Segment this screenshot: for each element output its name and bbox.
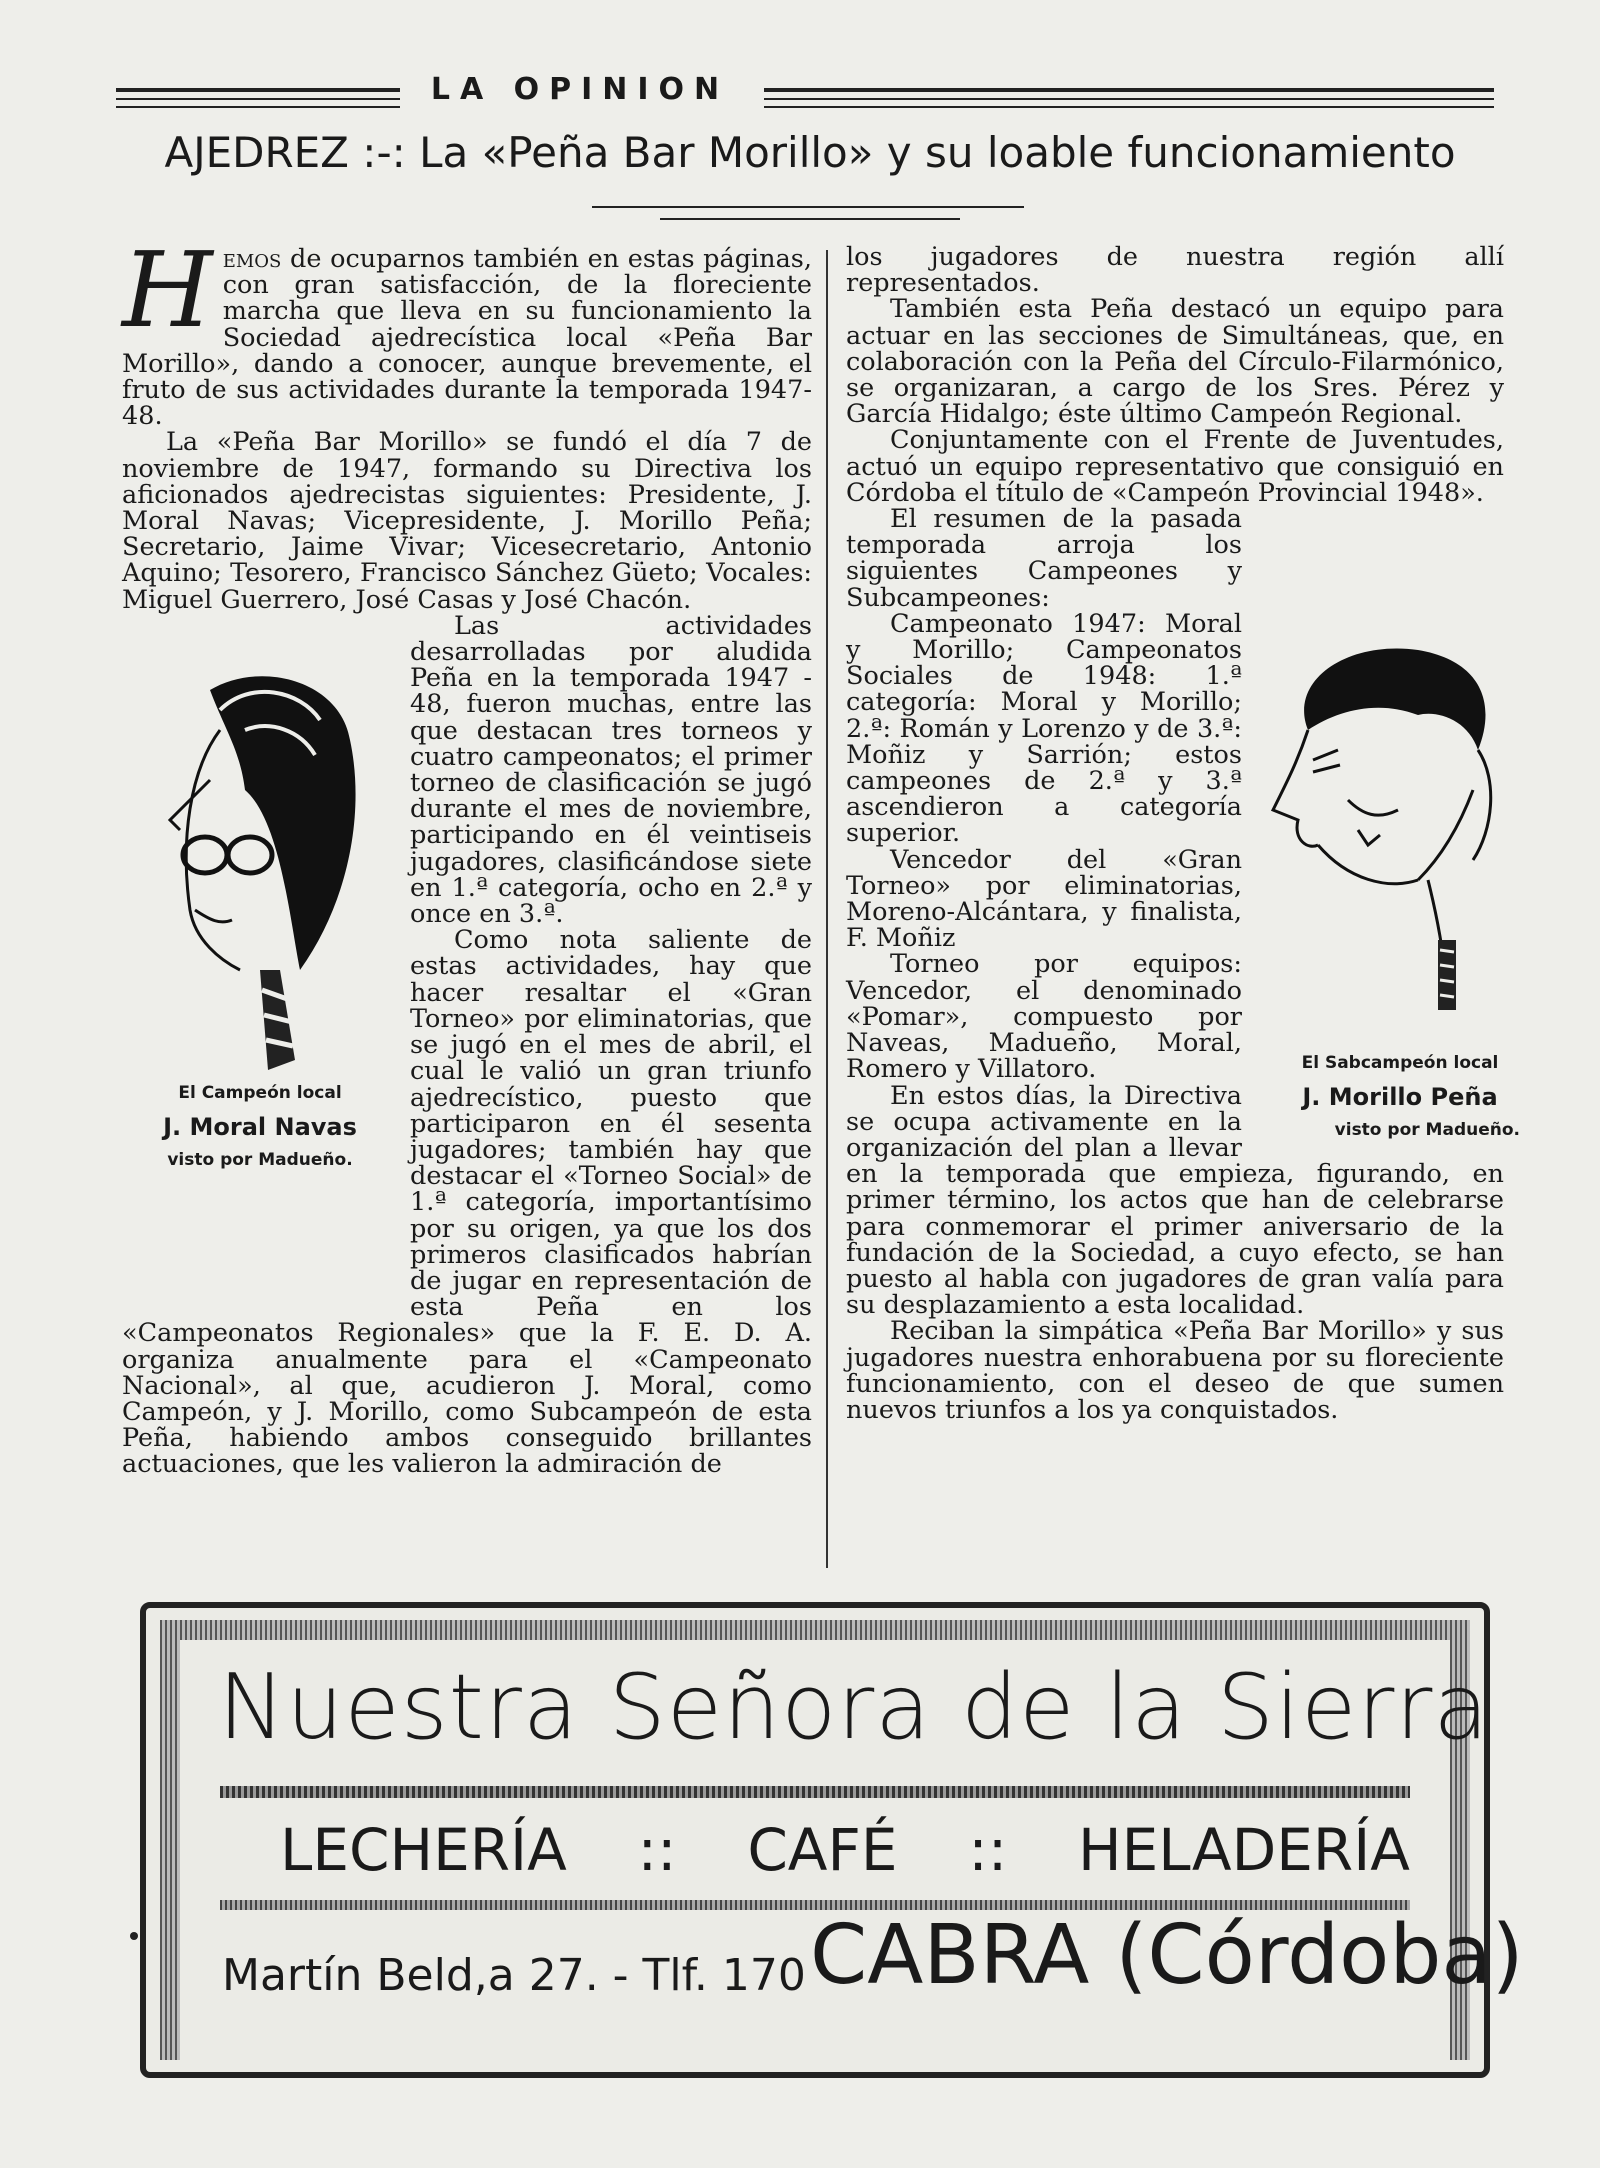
ad-service-separator: :: <box>968 1816 1008 1884</box>
caption-name: J. Moral Navas <box>163 1112 357 1141</box>
caption-top: El Sabcampeón local <box>1301 1053 1499 1073</box>
headline-underline-2 <box>660 218 960 220</box>
caricature-right-caption <box>1280 1054 1520 1141</box>
caption-credit: visto por Madueño. <box>1334 1120 1520 1141</box>
masthead-rule-left-2 <box>116 98 400 100</box>
article-paragraph-2: La «Peña Bar Morillo» se fundó el día 7 de noviembre de 1947, formando su Directiva los aficionados ajedrecistas siguientes: Presidente, J. Moral Navas; Vicepresidente, J. Morillo Peña; Secretario, Jaime Vivar; Vicesecretario, Antonio Aquino; Tesorero, Francisco Sánchez Güeto; Vocales: Miguel Guerrero, José Casas y José Chacón. <box>122 427 812 615</box>
caricature-left-caption <box>130 1084 390 1171</box>
column-divider <box>826 250 828 1568</box>
article-paragraph-11: Torneo por equipos: Vencedor, el denominado «Pomar», compuesto por Naveas, Madueño, Moral, Romero y Villatoro. <box>846 949 1242 1085</box>
article-headline: AJEDREZ :-: La «Peña Bar Morillo» y su loable funcionamiento <box>164 128 1456 177</box>
caption-name: J. Morillo Peña <box>1302 1082 1498 1111</box>
ad-city: CABRA (Córdoba) <box>810 1908 1524 2003</box>
article-paragraph-6: También esta Peña destacó un equipo para actuar en las secciones de Simultáneas, que, en colaboración con la Peña del Círculo-Filarmónico, se organizaran, a cargo de los Sres. Pérez y García Hidalgo; éste último Campeón Regional. <box>846 294 1504 430</box>
article-paragraph-12: En estos días, la Directiva se ocupa activamente en la organización del plan a llevar en la temporada que empieza, figurando, en primer término, los actos que han de celebrarse para conmemorar el primer aniversario de la fundación de la Sociedad, a cuyo efecto, se han puesto al habla con jugadores de gran valía para su desplazamiento a esta localidad. <box>846 1080 1504 1321</box>
masthead-rule-right-3 <box>764 106 1494 108</box>
article-paragraph-3: Las actividades desarrolladas por aludida Peña en la temporada 1947 - 48, fueron muchas, entre las que destacan tres torneos y cuatro campeonatos; el primer torneo de clasificación se jugó durante el mes de noviembre, participando en él veintiseis jugadores, clasificándose siete en 1.ª categoría, ocho en 2.ª y once en 3.ª. <box>410 610 812 930</box>
article-paragraph-8: El resumen de la pasada temporada arroja los siguientes Campeones y Subcampeones: <box>846 504 1242 613</box>
caption-top: El Campeón local <box>178 1083 342 1103</box>
caricature-moral-navas <box>150 670 410 1070</box>
masthead-title: LA OPINION <box>430 72 730 107</box>
drop-cap: H <box>122 229 213 351</box>
headline-underline-1 <box>592 206 1024 208</box>
ad-title: Nuestra Señora de la Sierra <box>218 1655 1490 1760</box>
ad-address: Martín Beld,a 27. - Tlf. 170 <box>222 1950 806 2001</box>
ad-service-lecheria: LECHERÍA <box>280 1816 567 1884</box>
article-paragraph-7: Conjuntamente con el Frente de Juventudes, actuó un equipo representativo que consiguió en Córdoba el título de «Campeón Provincial 1948». <box>846 425 1504 508</box>
ad-texture-top <box>160 1620 1470 1640</box>
caption-credit: visto por Madueño. <box>167 1150 353 1171</box>
article-paragraph-9: Campeonato 1947: Moral y Morillo; Campeonatos Sociales de 1948: 1.ª categoría: Moral y Morillo; 2.ª: Román y Lorenzo y de 3.ª: Moñiz y Sarrión; estos campeones de 2.ª y 3.ª ascendieron a categoría superior. <box>846 608 1242 849</box>
ad-services <box>280 1816 1410 1884</box>
article-paragraph-10: Vencedor del «Gran Torneo» por eliminatorias, Moreno-Alcántara, y finalista, F. Moñiz <box>846 844 1242 954</box>
masthead-rule-left-3 <box>116 106 400 108</box>
article-paragraph-5: los jugadores de nuestra región allí representados. <box>846 242 1504 299</box>
paragraph-lead-word: emos <box>222 244 282 274</box>
ad-bullet <box>130 1932 138 1940</box>
paragraph-text: de ocuparnos también en estas páginas, con gran satisfacción, de la floreciente marcha que lleva en su funcionamiento la Sociedad ajedrecística local «Peña Bar Morillo», dando a conocer, aunque brevemente, el fruto de sus actividades durante la temporada 1947-48. <box>122 244 812 432</box>
caricature-morillo-pena <box>1268 640 1518 1020</box>
article-paragraph-1 <box>122 229 812 432</box>
ad-texture-left <box>160 1640 180 2060</box>
ad-divider-bar <box>220 1786 1410 1798</box>
ad-service-heladeria: HELADERÍA <box>1078 1816 1410 1884</box>
ad-service-separator: :: <box>637 1816 677 1884</box>
article-paragraph-4: Como nota saliente de estas actividades, hay que hacer resaltar el «Gran Torneo» por eliminatorias, que se jugó en el mes de abril, el cual le valió un gran triunfo ajedrecístico, puesto que participaron en él sesenta jugadores; también hay que destacar el «Torneo Social» de 1.ª categoría, importantísimo por su origen, ya que los dos primeros clasificados habrían de jugar en representación de esta Peña en los «Campeonatos Regionales» que la F. E. D. A. organiza anualmente para el «Campeonato Nacional», al que, acudieron J. Moral, como Campeón, y J. Morillo, como Subcampeón de esta Peña, habiendo ambos conseguido brillantes actuaciones, que les valieron la admiración de <box>122 925 812 1480</box>
masthead-rule-left-1 <box>116 88 400 92</box>
masthead-rule-right-2 <box>764 98 1494 100</box>
masthead-rule-right-1 <box>764 88 1494 92</box>
ad-service-cafe: CAFÉ <box>747 1816 898 1884</box>
article-paragraph-13: Reciban la simpática «Peña Bar Morillo» y sus jugadores nuestra enhorabuena por su floreciente funcionamiento, con el deseo de que sumen nuevos triunfos a los ya conquistados. <box>846 1316 1504 1425</box>
